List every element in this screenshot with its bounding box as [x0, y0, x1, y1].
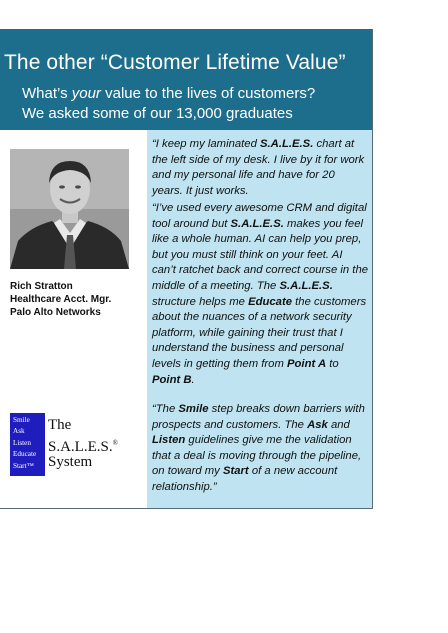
subtitle-line-2: We asked some of our 13,000 graduates: [22, 105, 293, 122]
testimonial-card: [0, 29, 373, 509]
header-banner: [0, 29, 372, 130]
logo-letter-ask: Ask: [13, 427, 25, 436]
quote-1: “I keep my laminated S.A.L.E.S. chart at the left side of my desk. I live by it for work and my personal life and have for 20 years. It just works.: [152, 138, 365, 197]
logo-letter-start: Start™: [13, 461, 34, 470]
registered-mark: ®: [112, 439, 118, 447]
page-title: The other “Customer Lifetime Value”: [4, 51, 346, 74]
sales-logo: [10, 413, 45, 476]
system-name-line-2: S.A.L.E.S.®: [48, 439, 118, 455]
person-photo: [10, 149, 129, 269]
quote-2: “I’ve used every awesome CRM and digital tool around but S.A.L.E.S. makes you feel like a whole human. AI can help you prep, but you must still think on your feet. AI can’t ratchet back and correct course in the middle of a meeting. The S.A.L.E.S. structure helps me Educate the customers about the nuances of a network security platform, while gaining their trust that I understand the business and personal levels in getting them from Point A to Point B.: [152, 202, 369, 386]
logo-letter-educate: Educate: [13, 450, 37, 459]
person-company: Palo Alto Networks: [10, 307, 101, 318]
person-name: Rich Stratton: [10, 281, 73, 292]
subtitle-line-1: What’s your value to the lives of customers?: [22, 85, 316, 102]
system-name-line-3: System: [48, 454, 93, 470]
person-title: Healthcare Acct. Mgr.: [10, 294, 112, 305]
quote-3: “The Smile step breaks down barriers with prospects and customers. The Ask and Listen guidelines give me the validation that a deal is moving through the pipeline, on toward my Start of a new account relationship.”: [152, 403, 365, 493]
logo-letter-listen: Listen: [13, 438, 31, 447]
system-name-line-1: The: [48, 417, 72, 433]
logo-letter-smile: Smile: [13, 416, 30, 424]
